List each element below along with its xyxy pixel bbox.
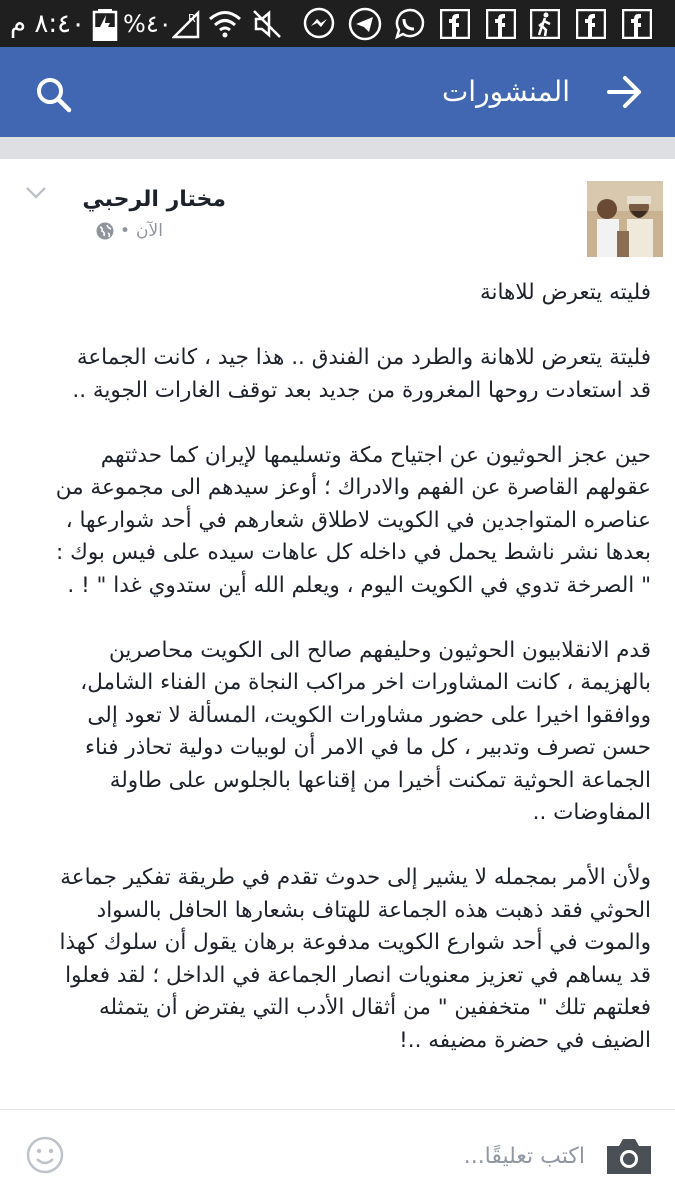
post-text-line: فعلتهم تلك " متخففين " من أثقال الأدب التي يفترض أن يتمثله: [98, 995, 651, 1020]
paragraph-gap: [40, 407, 651, 440]
post-text-line: بعدها نشر ناشط يحمل في داخله كل عاهات سيده على فيس بوك :: [56, 540, 651, 565]
post-text-line: عقولهم القاصرة عن الفهم والادراك ؛ أوعز سيدهم الى مجموعة من: [55, 475, 651, 500]
post-text-line: فليته يتعرض للاهانة: [479, 280, 651, 305]
telegram-icon: [348, 0, 382, 47]
messenger-icon: [302, 0, 336, 47]
wifi-icon: [208, 0, 242, 47]
post-text-line: الضيف في حضرة مضيفه ..!: [399, 1027, 651, 1053]
post-menu-button[interactable]: [24, 183, 48, 203]
battery-percent: %٤٠: [123, 9, 172, 38]
paragraph-gap: [40, 602, 651, 635]
emoji-button[interactable]: [26, 1136, 64, 1174]
comment-composer: [0, 1109, 675, 1200]
paragraph-gap: [40, 830, 651, 863]
post-text-line: حين عجز الحوثيون عن اجتياح مكة وتسليمها لإيران كما حدثتهم: [100, 442, 651, 468]
camera-icon: [605, 1136, 653, 1176]
arrow-forward-icon: [603, 71, 645, 113]
page-title: المنشورات: [441, 75, 570, 108]
post-text-line: والموت في أحد شوارع الكويت مدفوعة برهان يقول أن سلوك كهذا: [59, 930, 651, 955]
post-text-line: بالهزيمة ، كانت المشاورات اخر مراكب النجاة من الفناء الشامل،: [80, 670, 651, 695]
post-text-line: حسن تصرف وتدبير ، كل ما في الامر أن لوبيات دولية تحاذر فناء: [85, 735, 651, 760]
battery-charging-icon: [92, 0, 118, 47]
post-text-line: قدم الانقلابيون الحوثيون وحليفهم صالح الى الكويت محاصرين: [109, 637, 651, 663]
back-button[interactable]: [603, 71, 645, 113]
post-text-line: فليتة يتعرض للاهانة والطرد من الفندق .. هذا جيد ، كانت الجماعة: [76, 345, 651, 370]
chevron-down-icon: [24, 183, 48, 203]
post-text-line: عناصره المتواجدين في الكويت لاطلاق شعارهم في أحد شوارعها ،: [65, 507, 651, 533]
search-button[interactable]: [34, 75, 74, 115]
whatsapp-icon: [392, 0, 426, 47]
post-text-line: ووافقوا اخيرا على حضور مشاورات الكويت، المسألة لا تعود إلى: [87, 702, 651, 728]
post-text-line: الجماعة الحوثية تمكنت أخيرا من إقناعها بالجلوس على طاولة: [109, 767, 651, 793]
facebook-icon: [576, 0, 606, 47]
meta-separator: •: [120, 221, 131, 241]
search-icon: [34, 75, 74, 115]
globe-icon: [96, 222, 114, 240]
facebook-icon: [622, 0, 652, 47]
smiley-icon: [26, 1136, 64, 1174]
feed-divider: [0, 137, 675, 159]
post-text-line: ولأن الأمر بمجمله لا يشير إلى حدوث تقدم في طريقة تفكير جماعة: [60, 865, 651, 890]
post-timestamp[interactable]: الآن: [136, 221, 163, 241]
facebook-icon: [486, 0, 516, 47]
mute-icon: [252, 0, 282, 47]
walking-icon: [530, 0, 560, 47]
post-text-line: قد يساهم في تعزيز معنويات انصار الجماعة في الداخل ؛ لقد فعلوا: [65, 962, 651, 988]
comment-input[interactable]: [245, 1138, 585, 1174]
post-text-line: قد استعادت روحها المغرورة من جديد بعد توقف الغارات الجوية ..: [72, 377, 651, 403]
post-text-line: الحوثي فقد ذهبت هذه الجماعة للهتاف بشعارها الحافل بالسواد: [96, 897, 651, 923]
avatar[interactable]: [587, 181, 663, 257]
status-time: ٨:٤٠ م: [10, 8, 86, 39]
signal-icon: [172, 0, 202, 47]
post-card: [0, 159, 675, 1109]
author-name[interactable]: مختار الرحبي: [82, 187, 226, 212]
post-meta: [96, 221, 163, 241]
post-text-line: " الصرخة تدوي في الكويت اليوم ، ويعلم الله أين ستدوي غدا " ! .: [67, 572, 651, 598]
app-bar: [0, 47, 675, 137]
post-text-line: المفاوضات ..: [532, 800, 651, 825]
status-bar: [0, 0, 675, 47]
paragraph-gap: [40, 310, 651, 343]
facebook-icon: [440, 0, 470, 47]
svg-text:R: R: [188, 11, 196, 25]
camera-button[interactable]: [605, 1136, 653, 1176]
post-body: [40, 277, 651, 1057]
